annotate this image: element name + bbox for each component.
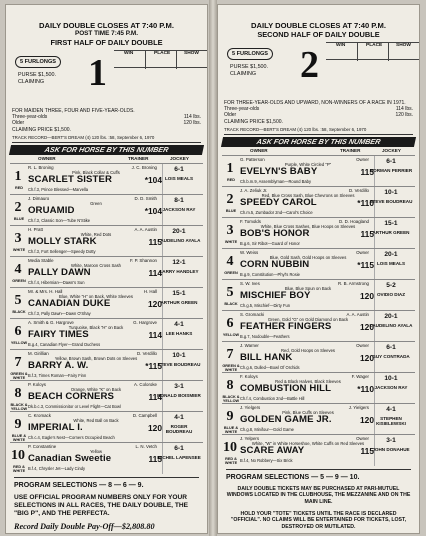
column-headers [222,147,415,155]
trainer-name: Owner [356,156,369,162]
horse-weight: *115 [145,360,162,371]
race-header-line: DAILY DOUBLE CLOSES AT 7:40 P.M. [39,21,174,30]
official-numbers-notice: USE OFFICIAL PROGRAM NUMBERS ONLY FOR YOUR SELECTIONS IN ALL RACES, THE DAILY DOUBLE, THE "BIG P", AND THE PERFECTA. [14,493,189,518]
purse-line: CLAIMING [230,71,257,77]
column-header-jockey: JOCKEY [170,155,189,161]
race-info-box [10,50,203,108]
race-conditions [12,108,201,133]
purse-line: PURSE $1,500. [230,64,269,70]
jockey-name: LAUDELINO AYALA [369,322,413,328]
race-number: 1 [88,52,107,94]
entry-row[interactable] [222,434,415,465]
morning-line-odds: 6-1 [174,444,184,452]
post-position-number: 2 [14,199,22,215]
morning-line-odds: 4-1 [174,320,184,328]
morning-line-odds: 10-1 [172,351,186,359]
post-position-number: 1 [226,160,234,176]
distance-badge: 5 FURLONGS [227,48,273,60]
silks-description: Purple, White Circled "P" [284,161,332,167]
pedigree: Ch.f.3, Pally Dawn—Dawn O'Shay [28,310,91,316]
pedigree: Ch.g.8, Minifour—Gold Game [240,426,294,432]
horse-weight: *104 [144,174,162,185]
horse-name: MOLLY STARK [28,235,97,247]
jockey-name: LOIS MEALS [164,175,194,181]
saddle-cloth-color: RED & WHITE [224,456,238,465]
silks-description: White, Maroon Cross Sash [70,262,122,268]
trainer-name: D. Verdillo [348,187,369,193]
morning-line-odds: 3-1 [386,436,396,444]
wps-label: SHOW [396,43,411,48]
horse-name: SCARLET SISTER [28,173,113,185]
column-header-owner: OWNER [250,147,268,153]
pedigree: Dk.b.c.3, Commissionitor or Level Flight—Cat Bowl [28,403,121,409]
pedigree: Ch.c.4, Eagle's Nest—Corners Occupied Beach [28,434,115,440]
trainer-name: D. D. Smith [134,195,157,201]
trainer-name: J. Yielgers [348,404,369,410]
post-position-number: 10 [11,447,25,463]
horse-weight: *104 [144,205,162,216]
pedigree: Ch.b.m.9, Assemblyman—Round Baby [240,178,311,184]
program-selections: PROGRAM SELECTIONS — 5 — 9 — 10. [226,469,411,481]
weight-label: Older [12,120,25,127]
horse-name: CANADIAN DUKE [28,297,111,309]
race-header-line: FIRST HALF OF DAILY DOUBLE [50,38,163,47]
purse-info [18,72,56,86]
entry-row[interactable] [10,287,203,318]
owner-name: J. Warner [240,342,259,348]
race-header-line: SECOND HALF OF DAILY DOUBLE [257,30,380,39]
jockey-name: LOIS MEALS [376,260,406,266]
pedigree: Ch.g.5, Mischief—Dirty Fun [240,302,291,308]
weight-value: 120 lbs. [395,112,413,119]
track-record: TRACK RECORD—BERT'S DREAM (4) 120 lbs. :58, September 6, 1970 [12,135,201,143]
wps-label: PLACE [366,43,383,48]
race-number: 2 [300,44,319,86]
column-headers [10,155,203,163]
silks-description: Pink, Black Collar & Cuffs [72,169,120,175]
silks-description: Green, Gold "G" on Gold Diamond on Back [267,316,349,322]
jockey-name: JOHN DONAHUE [372,446,410,452]
silks-description: White, Red Ball on Back [73,417,119,423]
horse-name: COMBUSTION HILL [240,382,332,394]
entry-row[interactable] [222,279,415,310]
saddle-cloth-color: WHITE [224,239,238,244]
horse-weight: 115 [360,228,374,239]
silks-description: Blue, Blue Spun on Back [284,285,332,291]
horse-weight: 120 [360,352,374,363]
jockey-name: JACKSON RAY [162,206,196,212]
jockey-name: STEPHEN KISIELEWSKI [376,415,406,427]
silks-description: Yellow [90,448,102,454]
wps-divider [145,51,146,69]
entry-row[interactable] [10,349,203,380]
entry-row[interactable] [222,248,415,279]
win-place-show-box[interactable] [114,50,208,68]
horse-name: SCARE AWAY [240,444,305,456]
wps-label: WIN [336,43,346,48]
post-position-number: 7 [14,354,22,370]
entry-row[interactable] [222,341,415,372]
owner-name: J. A. Zeliuk Jr. [240,187,268,193]
trainer-name: Owner [356,435,369,441]
horse-weight: 120 [360,321,374,332]
purse-info [230,64,268,78]
post-position-number: 5 [226,284,234,300]
owner-name: Mr. & Mrs. H. Hall [28,288,63,294]
entry-row[interactable] [10,256,203,287]
horse-name: FEATHER FINGERS [240,320,332,332]
weight-label: Three-year-olds [12,114,48,121]
post-position-number: 6 [14,323,22,339]
pedigree: Ch.m.5, Zumbador 2nd—Carol's Choice [240,209,313,215]
pedigree: B.g.9, Constitution—Phyl's Rosie [240,271,300,277]
weight-value: 120 lbs. [183,120,201,127]
entry-row[interactable] [222,372,415,403]
horse-name: CORN NUBBIN [240,258,310,270]
horse-weight: 115 [360,445,374,456]
entry-row[interactable] [222,217,415,248]
saddle-cloth-color: BLACK [12,309,26,314]
morning-line-odds: 6-1 [386,157,396,165]
entry-row[interactable] [10,163,203,194]
owner-name: P. Koloys [28,381,46,387]
horse-name: IMPERIAL I. [28,421,83,433]
race-info-box [222,42,415,100]
horse-name: ORUAMID [28,204,75,216]
horse-weight: 120 [148,422,162,433]
post-position-number: 9 [226,408,234,424]
wps-label: SHOW [184,51,199,56]
horse-name: BEACH CORNERS [28,390,115,402]
horse-weight: 115 [360,166,374,177]
trainer-name: G. Hargrove [133,319,157,325]
trainer-name: A. Coloroke [134,381,157,387]
silks-description: Red, Blue Cross Sash, Blue Chevrons on Sleeves [261,192,355,198]
entry-row[interactable] [10,194,203,225]
entry-row[interactable] [222,155,415,186]
weight-value: 114 lbs. [183,114,201,121]
entry-row[interactable] [10,225,203,256]
saddle-cloth-color: YELLOW [222,332,240,337]
pedigree: B.g.6, Sir Ribot—Guard of Honor [240,240,300,246]
owner-name: J. Yielgers [240,404,261,410]
jockey-name: OVIDIO DIAZ [376,291,406,297]
owner-name: C. Kromack [28,412,51,418]
horse-name: BOB'S HONOR [240,227,310,239]
race-conditions [224,100,413,125]
jockey-name: LEE HANKS [165,330,193,336]
saddle-cloth-color: GREEN & WHITE [10,371,28,380]
pedigree: B.f.4, Chrysler Jet—Lady Cindy [28,465,86,471]
horse-weight: 114 [148,267,162,278]
jockey-name: GUY CONTRADA [372,353,410,359]
trainer-name: A. A. Austin [346,311,369,317]
saddle-cloth-color: WHITE [12,247,26,252]
trainer-name: A. A. Austin [134,226,157,232]
entry-row[interactable] [10,442,203,473]
trainer-name: R. B. Armstrong [338,280,369,286]
post-position-number: 8 [226,377,234,393]
trainer-name: L. N. Vetch [135,443,157,449]
trainer-name: D. Campbell [132,412,157,418]
entry-row[interactable] [222,186,415,217]
jockey-name: NORMAN PERRIER [369,167,413,173]
trainer-name: Owner [356,342,369,348]
wps-label: PLACE [154,51,171,56]
jockey-name: STEVE BOUDREAU [157,361,201,367]
pedigree: B.g.7, Nodouble—Feathers [240,333,290,339]
claiming-price: CLAIMING PRICE $1,500. [224,118,283,125]
horse-name: Canadian Sweetie [28,452,112,464]
owner-name: R. L. Broning [28,164,54,170]
morning-line-odds: 10-1 [384,188,398,196]
horse-weight: 114 [148,329,162,340]
morning-line-odds: 3-1 [174,382,184,390]
morning-line-odds: 20-1 [172,227,186,235]
morning-line-odds: 8-1 [174,196,184,204]
horse-name: EVELYN'S BABY [240,165,318,177]
program-selections: PROGRAM SELECTIONS — 8 — 6 — 9. [14,477,199,489]
horse-weight: 115 [148,453,162,464]
conditions-text: FOR THREE-YEAR-OLDS AND UPWARD, NON-WINNERS OF A RACE IN 1971. [224,100,406,106]
saddle-cloth-color: BLUE & WHITE [223,425,239,434]
morning-line-odds: 6-1 [386,343,396,351]
owner-name: H. Pratt [28,226,43,232]
trainer-name: J. C. Broning [131,164,157,170]
owner-name: A. Smith & G. Hargrove [28,319,74,325]
entry-row[interactable] [10,380,203,411]
horse-name: FAIRY TIMES [28,328,89,340]
entry-row[interactable] [222,310,415,341]
saddle-cloth-color: BLACK & YELLOW [222,394,240,403]
weight-label: Older [224,112,237,119]
entry-row[interactable] [222,403,415,434]
post-position-number: 4 [14,261,22,277]
ask-horse-banner: ASK FOR HORSE BY THIS NUMBER [221,137,416,147]
wps-label: WIN [124,51,134,56]
post-position-number: 3 [14,230,22,246]
saddle-cloth-color: RED & WHITE [12,464,26,473]
silks-description: White, Blue Cross Sashes, Blue Hoops on Sleeves [260,223,356,229]
post-position-number: 2 [226,191,234,207]
silks-description: Turquoise, Black "H" on Back [68,324,124,330]
silks-description: Blue, White "H" on Back, White Sleeves [59,293,133,299]
jockey-name: LAUDELINO AYALA [157,237,201,243]
pedigree: B.g.4, Canadian Flyer—Grand Duchess [28,341,101,347]
trainer-name: H. Hall [143,288,157,294]
conditions-text: FOR MAIDEN THREE, FOUR AND FIVE-YEAR-OLDS. [12,108,135,114]
wps-divider [357,43,358,61]
post-position-number: 9 [14,416,22,432]
saddle-cloth-color: BLUE [13,216,25,221]
jockey-name: ROGER BOUDREAU [165,423,193,435]
column-header-trainer: TRAINER [128,155,149,161]
purse-line: PURSE $1,500. [18,72,57,78]
silks-description: Red, Gold Hoops on Sleeves [280,347,335,353]
jockey-name: MICHEL LAPENSEE [157,454,201,460]
pedigree: Ch.f.4, Hibernian—Dawn's Sun [28,279,85,285]
owner-name: S. W. Ives [240,280,260,286]
silks-description: Blue, Gold Sash, Gold Hoops on Sleeves [269,254,347,260]
saddle-cloth-color: BLACK & YELLOW [10,402,28,411]
saddle-cloth-color: GREEN & WHITE [222,363,240,372]
trainer-name: F. P. Shannon [129,257,157,263]
jockey-name: RONALD BOISMIER [157,392,201,398]
pedigree: Ch.f.3, Fort Sellenger—Speedy Dotty [28,248,96,254]
saddle-cloth-color: BLUE [225,208,237,213]
wps-divider [388,43,389,61]
horse-weight: *115 [357,259,374,270]
trainer-name: D. Verdillo [136,350,157,356]
distance-badge: 5 FURLONGS [15,56,61,68]
race-2-page [217,4,420,534]
daily-double-notice: HOLD YOUR "TOTE" TICKETS UNTIL THE RACE IS DECLARED "OFFICIAL". NO CLAIMS WILL BE ENTERTAINED FOR TICKETS, LOST, DESTROYED OR MUTILATED. [230,510,407,530]
horse-name: BILL HANK [240,351,293,363]
pedigree: Ch.f.4, Combustion 2nd—Battle Hill [240,395,305,401]
race-header-line: DAILY DOUBLE CLOSES AT 7:40 P.M. [251,21,386,30]
owner-name: S. Gromacki [240,311,265,317]
silks-description: Green [90,200,102,206]
silks-description: Red & Black Halves, Black Sleeves [275,378,341,384]
weight-value: 114 lbs. [395,106,413,113]
horse-name: GOLDEN GAME JR. [240,413,332,425]
column-header-trainer: TRAINER [340,147,361,153]
morning-line-odds: 6-1 [174,165,184,173]
post-position-number: 8 [14,385,22,401]
silks-description: Yellow, Brown Sash, Brown Dots on Sleeves [54,355,138,361]
weight-label: Three-year-olds [224,106,260,113]
record-payoff: Record Daily Double Pay-Off—$2,808.80 [14,522,155,532]
morning-line-odds: 4-1 [386,405,396,413]
race-1-page [5,4,208,534]
silks-description: White, "W" in White Horseshoe, White Cuffs on Red Sleeves [251,440,365,446]
track-record: TRACK RECORD—BERT'S DREAM (4) 120 lbs. :58, September 6, 1970 [224,127,413,135]
horse-weight: 114 [148,391,162,402]
daily-double-notice: DAILY DOUBLE TICKETS MAY BE PURCHASED AT PARI-MUTUEL WINDOWS LOCATED IN THE CLUBHOUSE, THE MEZZANINE AND ON THE MAIN LINE. [226,485,411,505]
saddle-cloth-color: RED [14,185,24,190]
owner-name: F. Koloys [240,373,258,379]
program-gutter [209,0,217,536]
jockey-name: ARTHUR GREEN [160,299,198,305]
race-header-line: POST TIME 7:45 P.M. [74,30,139,37]
trainer-name: F. Wager [351,373,369,379]
pedigree: B.f.3, Times Roman—Fairy Finn [28,372,87,378]
horse-name: SPEEDY CAROL [240,196,317,208]
post-position-number: 4 [226,253,234,269]
pedigree: B.f.4, No Robbery—Six Brick [240,457,293,463]
horse-weight: 120 [148,298,162,309]
horse-weight: *110 [357,197,374,208]
purse-line: CLAIMING [18,79,45,85]
horse-weight: *110 [357,383,374,394]
column-header-jockey: JOCKEY [382,147,401,153]
owner-name: Media Stable [28,257,54,263]
post-position-number: 6 [226,315,234,331]
saddle-cloth-color: YELLOW [10,340,28,345]
morning-line-odds: 5-2 [386,281,396,289]
pedigree: Ch.f.3, Prince Blessed—Marvella [28,186,89,192]
morning-line-odds: 20-1 [384,312,398,320]
jockey-name: ARTHUR GREEN [372,229,410,235]
owner-name: J. Yelpers [240,435,260,441]
wps-divider [176,51,177,69]
silks-description: White, Red Dots [80,231,112,237]
owner-name: J. Dimauro [28,195,50,201]
morning-line-odds: 10-1 [384,374,398,382]
saddle-cloth-color: GREEN [12,278,26,283]
jockey-name: STEVE BOUDREAU [369,198,413,204]
saddle-cloth-color: GREEN [224,270,238,275]
horse-name: MISCHIEF BOY [240,289,311,301]
owner-name: F. Tomolds [240,218,261,224]
ask-horse-banner: ASK FOR HORSE BY THIS NUMBER [9,145,204,155]
post-position-number: 10 [223,439,237,455]
morning-line-odds: 15-1 [384,219,398,227]
entry-row[interactable] [10,318,203,349]
win-place-show-box[interactable] [326,42,420,60]
owner-name: G. Patterson [240,156,265,162]
jockey-name: LARRY HANDLEY [159,268,199,274]
owner-name: P. Constantine [28,443,57,449]
claiming-price: CLAIMING PRICE $1,500. [12,126,71,133]
post-position-number: 5 [14,292,22,308]
post-position-number: 3 [226,222,234,238]
post-position-number: 1 [14,168,22,184]
morning-line-odds: 20-1 [384,250,398,258]
owner-name: M. Girillian [28,350,49,356]
saddle-cloth-color: BLUE & WHITE [11,433,27,442]
horse-weight: 120 [360,290,374,301]
horse-weight: 115 [148,236,162,247]
horse-name: BARRY A. W. [28,359,89,371]
morning-line-odds: 12-1 [172,258,186,266]
saddle-cloth-color: BLACK [224,301,238,306]
post-position-number: 7 [226,346,234,362]
pedigree: Ch.f.3, Classic Son—Tube N'Stike [28,217,91,223]
morning-line-odds: 15-1 [172,289,186,297]
trainer-name: D. D. Hoagland [338,218,369,224]
morning-line-odds: 4-1 [174,413,184,421]
silks-description: Pink, Blue Cuffs on Sleeves [282,409,334,415]
horse-name: PALLY DAWN [28,266,91,278]
saddle-cloth-color: RED [226,177,236,182]
pedigree: Ch.g.6, Dulled—Bowl Of Orchids [240,364,300,370]
column-header-owner: OWNER [38,155,56,161]
entry-row[interactable] [10,411,203,442]
owner-name: W. Weiss [240,249,259,255]
silks-description: Orange, White "K" on Back [70,386,122,392]
horse-weight: 120 [360,414,374,425]
jockey-name: JACKSON RAY [374,384,408,390]
trainer-name: Owner [356,249,369,255]
